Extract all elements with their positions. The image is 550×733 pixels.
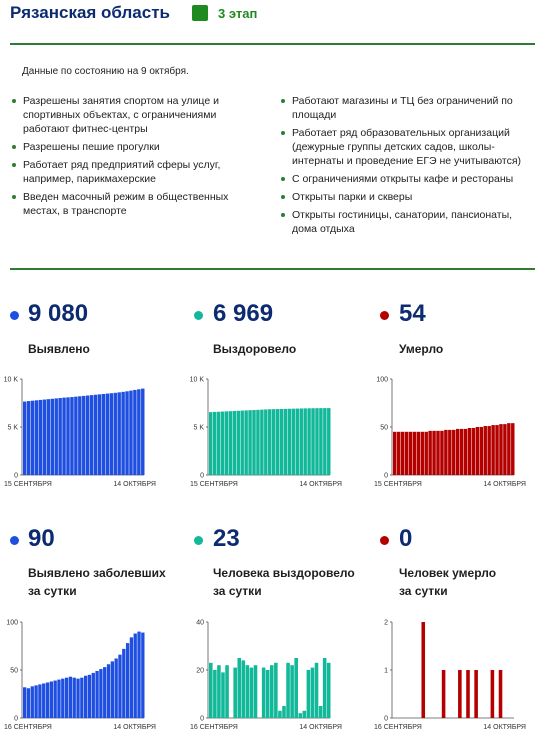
bar: [303, 408, 306, 475]
measure-item: Открыты гостиницы, санатории, пансионаты, дома отдыха: [279, 208, 539, 236]
stat-value: 0: [399, 525, 413, 552]
y-tick-label: 5 K: [7, 424, 18, 432]
bar: [126, 643, 129, 718]
bar: [70, 397, 73, 475]
bullet-dot-icon: [194, 536, 203, 545]
bar: [47, 399, 50, 475]
y-tick-label: 20: [196, 667, 204, 675]
stat-label: Умерло: [399, 342, 444, 356]
bar: [272, 409, 275, 475]
bar: [480, 427, 483, 475]
bar: [229, 411, 232, 475]
bar: [94, 395, 97, 475]
bar: [39, 400, 42, 475]
bar: [397, 432, 400, 475]
bar: [82, 396, 85, 475]
bar: [458, 670, 462, 718]
bar: [31, 686, 34, 718]
bar: [432, 431, 435, 475]
bar: [95, 671, 98, 718]
bullet-dot-icon: [194, 311, 203, 320]
stat-label-line2: за сутки: [28, 584, 77, 598]
y-tick-label: 10 K: [189, 376, 204, 384]
bar: [472, 428, 475, 475]
x-end-label: 14 ОКТЯБРЯ: [113, 481, 156, 488]
bar: [288, 409, 291, 475]
y-tick-label: 0: [14, 715, 18, 723]
y-tick-label: 0: [14, 472, 18, 480]
bar: [137, 632, 140, 718]
bar: [130, 637, 133, 718]
bar: [409, 432, 412, 475]
bullet-dot-icon: [380, 311, 389, 320]
bar: [103, 667, 106, 718]
y-tick-label: 100: [376, 376, 388, 384]
stat-label: Человек умерло: [399, 566, 497, 580]
bar: [221, 672, 225, 718]
bar: [311, 668, 315, 718]
bar: [38, 684, 41, 718]
bar: [141, 389, 144, 475]
stat-value: 6 969: [213, 300, 274, 327]
bar: [61, 679, 64, 718]
y-tick-label: 1: [384, 667, 388, 675]
bar: [117, 392, 120, 475]
measure-item: Разрешены пешие прогулки: [10, 140, 255, 154]
bar: [274, 663, 278, 718]
bullet-dot-icon: [380, 536, 389, 545]
bullet-dot-icon: [10, 536, 19, 545]
y-tick-label: 100: [6, 619, 18, 627]
bar: [456, 429, 459, 475]
bar: [444, 430, 447, 475]
measures-right-list: [279, 94, 539, 240]
bar: [491, 425, 494, 475]
bar: [86, 396, 89, 475]
bar: [464, 429, 467, 475]
bar: [270, 665, 274, 718]
bar: [442, 670, 446, 718]
bar: [468, 428, 471, 475]
bar: [268, 409, 271, 475]
bar: [240, 411, 243, 475]
stat-label-line2: за сутки: [399, 584, 448, 598]
bar: [237, 411, 240, 475]
bar: [266, 670, 270, 718]
bar: [452, 430, 455, 475]
bar: [65, 678, 68, 718]
bar: [242, 660, 246, 718]
bar: [495, 425, 498, 475]
bar: [107, 664, 110, 718]
y-tick-label: 2: [384, 619, 388, 627]
x-start-label: 16 СЕНТЯБРЯ: [4, 724, 52, 731]
y-tick-label: 5 K: [193, 424, 204, 432]
bar: [319, 408, 322, 475]
bar: [133, 390, 136, 475]
stat-label: Выявлено заболевших: [28, 566, 166, 580]
bar: [217, 412, 220, 475]
bar: [466, 670, 470, 718]
x-start-label: 16 СЕНТЯБРЯ: [190, 724, 238, 731]
bar: [401, 432, 404, 475]
bar: [511, 423, 514, 475]
region-title: Рязанская область: [10, 3, 170, 22]
bar: [34, 685, 37, 718]
measure-item: Открыты парки и скверы: [279, 190, 539, 204]
bar: [76, 679, 79, 718]
bar: [286, 663, 290, 718]
bar: [499, 670, 503, 718]
y-tick-label: 0: [200, 715, 204, 723]
bar: [233, 411, 236, 475]
x-end-label: 14 ОКТЯБРЯ: [483, 724, 526, 731]
bar: [260, 410, 263, 475]
bar: [276, 409, 279, 475]
bar: [115, 658, 118, 718]
stage-indicator: [192, 5, 257, 21]
bar: [31, 401, 34, 475]
measure-item: Работает ряд предприятий сферы услуг, например, парикмахерские: [10, 158, 255, 186]
measure-item: Разрешены занятия спортом на улице и спортивных объектах, с ограничениями работают фитнес-центры: [10, 94, 255, 136]
bar: [69, 677, 72, 718]
bar: [499, 424, 502, 475]
y-tick-label: 50: [380, 424, 388, 432]
y-tick-label: 40: [196, 619, 204, 627]
bar: [298, 713, 302, 718]
bar: [213, 412, 216, 475]
bar: [424, 432, 427, 475]
bar: [42, 683, 45, 718]
bar: [57, 680, 60, 718]
stat-label: Человека выздоровело: [213, 566, 355, 580]
y-tick-label: 0: [384, 472, 388, 480]
bullet-dot-icon: [10, 311, 19, 320]
bar: [62, 398, 65, 475]
bar: [303, 711, 307, 718]
bar: [23, 687, 26, 718]
bar: [250, 668, 254, 718]
bar: [280, 409, 283, 475]
bar: [114, 393, 117, 475]
bar: [92, 673, 95, 718]
bar: [327, 408, 330, 475]
bar: [84, 676, 87, 718]
x-start-label: 15 СЕНТЯБРЯ: [374, 481, 422, 488]
bar: [78, 396, 81, 475]
bar: [460, 429, 463, 475]
bar: [248, 410, 251, 475]
stage-square-icon: [192, 5, 208, 21]
bar: [296, 409, 299, 475]
bar: [327, 663, 331, 718]
bar: [244, 410, 247, 475]
bar: [58, 398, 61, 475]
bar: [252, 410, 255, 475]
bar: [237, 658, 241, 718]
measures-left-list: [10, 94, 255, 222]
bar: [225, 665, 229, 718]
bar: [50, 682, 53, 718]
bar: [290, 665, 294, 718]
x-start-label: 15 СЕНТЯБРЯ: [190, 481, 238, 488]
bar: [43, 400, 46, 475]
bar: [23, 402, 26, 475]
bar: [413, 432, 416, 475]
stat-label-line2: за сутки: [213, 584, 262, 598]
bar: [54, 398, 57, 475]
bar: [46, 682, 49, 718]
bar: [282, 706, 286, 718]
bar: [129, 391, 132, 475]
stat-value: 9 080: [28, 300, 89, 327]
y-tick-label: 10 K: [3, 376, 18, 384]
x-start-label: 15 СЕНТЯБРЯ: [4, 481, 52, 488]
bar: [315, 408, 318, 475]
measure-item: С ограничениями открыты кафе и рестораны: [279, 172, 539, 186]
measure-item: Работают магазины и ТЦ без ограничений по площади: [279, 94, 539, 122]
y-tick-label: 0: [200, 472, 204, 480]
stat-value: 90: [28, 525, 55, 552]
bar: [122, 649, 125, 718]
bar: [80, 678, 83, 718]
bar: [98, 394, 101, 475]
bar: [323, 658, 327, 718]
bar: [491, 670, 495, 718]
bar: [225, 411, 228, 475]
x-end-label: 14 ОКТЯБРЯ: [299, 724, 342, 731]
bar: [213, 670, 217, 718]
bar: [102, 394, 105, 475]
bar: [319, 706, 323, 718]
middle-divider: [10, 268, 535, 270]
measure-item: Введен масочный режим в общественных местах, в транспорте: [10, 190, 255, 218]
bar: [74, 397, 77, 475]
bar: [421, 622, 425, 718]
bar: [51, 399, 54, 475]
bar: [262, 668, 266, 718]
bar: [35, 400, 38, 475]
stat-value: 54: [399, 300, 426, 327]
x-end-label: 14 ОКТЯБРЯ: [113, 724, 156, 731]
bar: [507, 423, 510, 475]
bar: [134, 634, 137, 718]
bar: [307, 408, 310, 475]
bar: [474, 670, 478, 718]
bar: [300, 408, 303, 475]
bar: [118, 655, 121, 718]
bar: [487, 426, 490, 475]
bar: [111, 661, 114, 718]
bar: [217, 665, 221, 718]
bar: [484, 426, 487, 475]
stage-label: 3 этап: [218, 5, 258, 21]
bar: [99, 669, 102, 718]
as-of-date: Данные по состоянию на 9 октября.: [22, 66, 189, 77]
bar: [417, 432, 420, 475]
bar: [315, 663, 319, 718]
bar: [264, 409, 267, 475]
x-end-label: 14 ОКТЯБРЯ: [483, 481, 526, 488]
bar: [405, 432, 408, 475]
bar: [106, 394, 109, 475]
bar: [284, 409, 287, 475]
bar: [421, 432, 424, 475]
bar: [292, 409, 295, 475]
stat-label: Выявлено: [28, 342, 90, 356]
bar: [209, 663, 213, 718]
measure-item: Работает ряд образовательных организаций (дежурные группы детских садов, школы-интернаты и проведение ЕГЭ не учитываются): [279, 126, 539, 168]
y-tick-label: 50: [10, 667, 18, 675]
bar: [125, 391, 128, 475]
bar: [110, 393, 113, 475]
bar: [90, 395, 93, 475]
bar: [54, 681, 57, 718]
bar: [428, 431, 431, 475]
bar: [233, 668, 237, 718]
top-divider: [10, 43, 535, 45]
bar: [246, 665, 250, 718]
bar: [73, 678, 76, 718]
bar: [436, 431, 439, 475]
bar: [254, 665, 258, 718]
bar: [209, 412, 212, 475]
bar: [448, 430, 451, 475]
stat-label: Выздоровело: [213, 342, 297, 356]
x-start-label: 16 СЕНТЯБРЯ: [374, 724, 422, 731]
bar: [66, 397, 69, 475]
bar: [323, 408, 326, 475]
bar: [221, 412, 224, 475]
bar: [440, 431, 443, 475]
bar: [294, 658, 298, 718]
bar: [27, 688, 30, 718]
bar: [27, 401, 30, 475]
bar: [393, 432, 396, 475]
bar: [307, 670, 311, 718]
header: [10, 0, 540, 26]
bar: [121, 392, 124, 475]
bar: [278, 711, 282, 718]
stat-value: 23: [213, 525, 240, 552]
bar: [476, 427, 479, 475]
bar: [88, 675, 91, 718]
y-tick-label: 0: [384, 715, 388, 723]
bar: [137, 389, 140, 475]
bar: [311, 408, 314, 475]
x-end-label: 14 ОКТЯБРЯ: [299, 481, 342, 488]
bar: [141, 633, 144, 718]
bar: [503, 424, 506, 475]
bar: [256, 410, 259, 475]
